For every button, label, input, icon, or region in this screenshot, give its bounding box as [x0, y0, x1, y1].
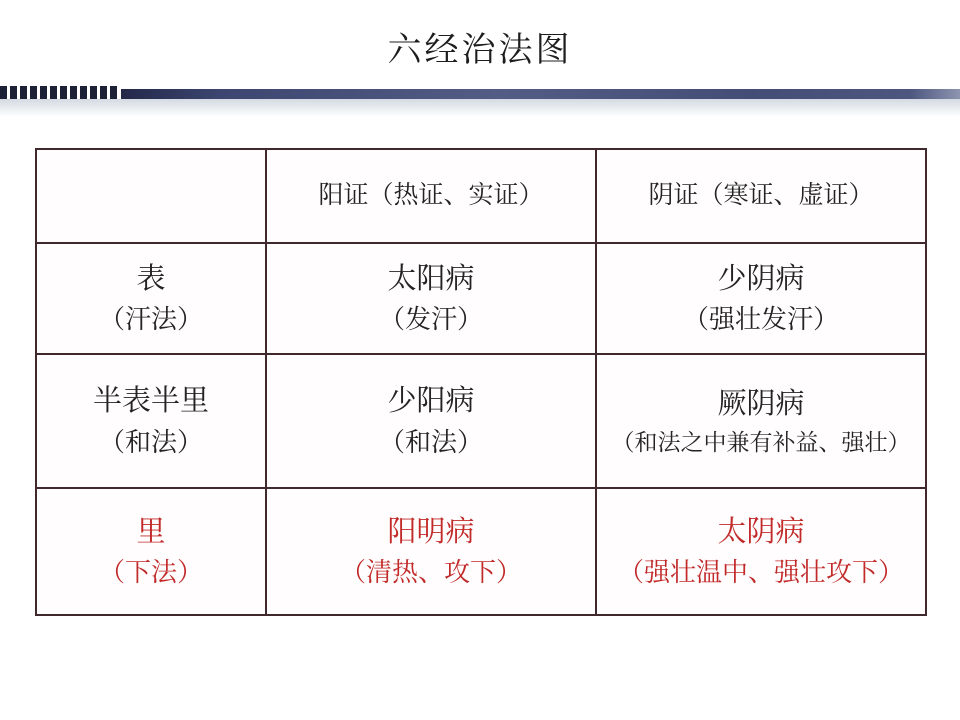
divider-bar [121, 89, 960, 99]
divider-dash [70, 86, 77, 99]
cell-taiyang [266, 243, 596, 354]
slide-title: 六经治法图 [387, 31, 573, 69]
cell-paren-text: （清热、攻下） [339, 557, 522, 588]
header-yang-label: 阳证（热证、实证） [318, 181, 544, 210]
header-cell-empty [36, 149, 266, 243]
cell-jueyin [596, 354, 926, 488]
table-row-half-exterior [36, 354, 926, 488]
cell-interior-method [36, 488, 266, 615]
header-cell-yang [266, 149, 596, 243]
cell-main-text: 少阳病 [387, 385, 475, 418]
divider-dash [50, 86, 57, 99]
cell-paren-text: （下法） [98, 557, 203, 588]
header-yin-label: 阴证（寒证、虚证） [648, 181, 874, 210]
cell-main-text: 厥阴病 [717, 387, 805, 420]
divider-dash [40, 86, 47, 99]
divider-dashes [0, 86, 121, 99]
table-header-row [36, 149, 926, 243]
cell-main-text: 表 [136, 262, 166, 295]
divider-dash [100, 86, 107, 99]
cell-half-exterior-method [36, 354, 266, 488]
divider-dash [0, 86, 7, 99]
divider [0, 85, 960, 99]
cell-paren-text: （和法） [98, 426, 203, 457]
header-cell-yin [596, 149, 926, 243]
treatment-table [35, 148, 927, 616]
cell-paren-text: （强壮温中、强壮攻下） [617, 557, 904, 588]
cell-exterior-method [36, 243, 266, 354]
cell-paren-text: （汗法） [98, 304, 203, 335]
cell-main-text: 太阳病 [387, 262, 475, 295]
cell-paren-text: （强壮发汗） [682, 304, 839, 335]
divider-shadow [0, 99, 960, 117]
cell-main-text: 里 [136, 515, 166, 548]
divider-dash [60, 86, 67, 99]
cell-shaoyang [266, 354, 596, 488]
table-row-interior [36, 488, 926, 615]
table-row-exterior [36, 243, 926, 354]
cell-yangming [266, 488, 596, 615]
divider-dash [90, 86, 97, 99]
cell-main-text: 太阴病 [717, 515, 805, 548]
cell-main-text: 半表半里 [92, 385, 209, 418]
cell-paren-text: （发汗） [378, 304, 483, 335]
cell-taiyin [596, 488, 926, 615]
divider-dash [110, 86, 117, 99]
cell-main-text: 少阴病 [717, 262, 805, 295]
cell-main-text: 阳明病 [387, 515, 475, 548]
divider-dash [20, 86, 27, 99]
cell-paren-text: （和法之中兼有补益、强壮） [611, 429, 911, 456]
divider-dash [10, 86, 17, 99]
cell-shaoyin [596, 243, 926, 354]
divider-dash [80, 86, 87, 99]
divider-dash [30, 86, 37, 99]
cell-paren-text: （和法） [378, 426, 483, 457]
